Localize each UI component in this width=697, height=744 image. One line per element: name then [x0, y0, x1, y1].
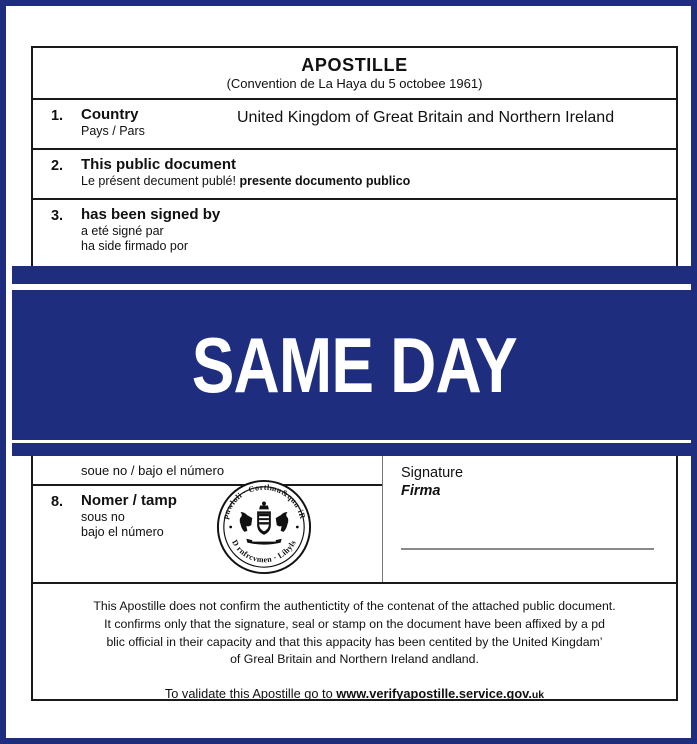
- field-sublabel-country: Pays / Pars: [81, 123, 145, 138]
- field-label-stamp: Nomer / tamp: [81, 492, 177, 509]
- same-day-banner: [12, 290, 697, 440]
- disclaimer-line-4: of Greal Britain and Northern Ireland andland.: [230, 652, 479, 667]
- apostille-header: [33, 48, 676, 100]
- banner-text: SAME DAY: [191, 321, 518, 409]
- svg-text:pnwloli · Cortlmu&quu·iR: pnwloli · Cortlmu&quu·iR: [220, 482, 308, 521]
- disclaimer-block: [33, 584, 676, 704]
- field-number: 8.: [50, 494, 64, 510]
- validate-prefix: To validate this Apostille go to: [164, 686, 337, 702]
- signature-label: Signature: [401, 465, 464, 481]
- svg-text:D rnfrcvmen · Lihyls: D rnfrcvmen · Lihyls: [230, 538, 298, 565]
- field-label-signed-by: has been signed by: [81, 206, 221, 223]
- field-labels: [81, 107, 201, 141]
- field-number: 3.: [50, 208, 64, 224]
- field-sublabel-signed-by-es: ha side firmado por: [81, 239, 189, 254]
- field-value-country: United Kingdom of Great Britain and Northern Ireland: [237, 109, 615, 126]
- field-row-stamp: [33, 486, 382, 540]
- page-title: APOSTILLE: [301, 54, 408, 75]
- field-sublabel-stamp-es: bajo el número: [81, 525, 164, 540]
- field-sublabel-public-document-es: presente documento publico: [239, 173, 411, 188]
- apostille-bottom-fragment: [31, 456, 678, 701]
- field-sublabel-stamp-fr: sous no: [81, 509, 125, 524]
- field-row-public-document: [33, 150, 676, 200]
- field-number-spacer: [33, 470, 81, 471]
- signature-line: [401, 548, 654, 550]
- field-sublabel-signed-by-fr: a eté signé par: [81, 223, 164, 238]
- signature-block: [383, 456, 676, 582]
- field-number: 1.: [50, 108, 64, 124]
- blue-strip-top: [12, 266, 697, 284]
- field-labels: [81, 157, 410, 191]
- field-label-public-document: This public document: [81, 156, 237, 173]
- field-row-country: [33, 100, 676, 150]
- field-row-number-seven: [33, 456, 382, 486]
- disclaimer-line-1: This Apostille does not confirm the authentictity of the contenat of the attached public document.: [93, 599, 616, 613]
- field-sublabel-number: soue no / bajo el número: [81, 462, 225, 478]
- convention-subtitle: (Convention de La Haya du 5 octobee 1961): [226, 75, 483, 91]
- apostille-bottom-left-column: [33, 456, 383, 582]
- blue-strip-bottom: [12, 443, 697, 456]
- field-label-country: Country: [81, 106, 139, 123]
- signature-label-alt: Firma: [401, 483, 441, 500]
- disclaimer-line-3: blic official in their capacity and that this appacity has been centited by the United Kingdam’: [106, 634, 603, 649]
- validate-line: [63, 685, 646, 704]
- field-labels: [81, 207, 220, 254]
- validate-url[interactable]: www.verifyapostille.service.gov.: [336, 686, 532, 702]
- disclaimer-line-2: It confirms only that the signature, seal or stamp on the document have been affixed by a pd: [104, 616, 605, 631]
- field-number: 2.: [50, 158, 64, 174]
- apostille-top-fragment: [31, 46, 678, 268]
- official-seal-icon: [215, 478, 313, 576]
- field-sublabel-public-document: Le présent decument publé! presente documento publico: [81, 173, 411, 188]
- apostille-bottom-grid: [33, 456, 676, 584]
- validate-url-tld[interactable]: uk: [531, 689, 545, 702]
- field-labels: [81, 493, 177, 540]
- field-row-signed-by: [33, 200, 676, 261]
